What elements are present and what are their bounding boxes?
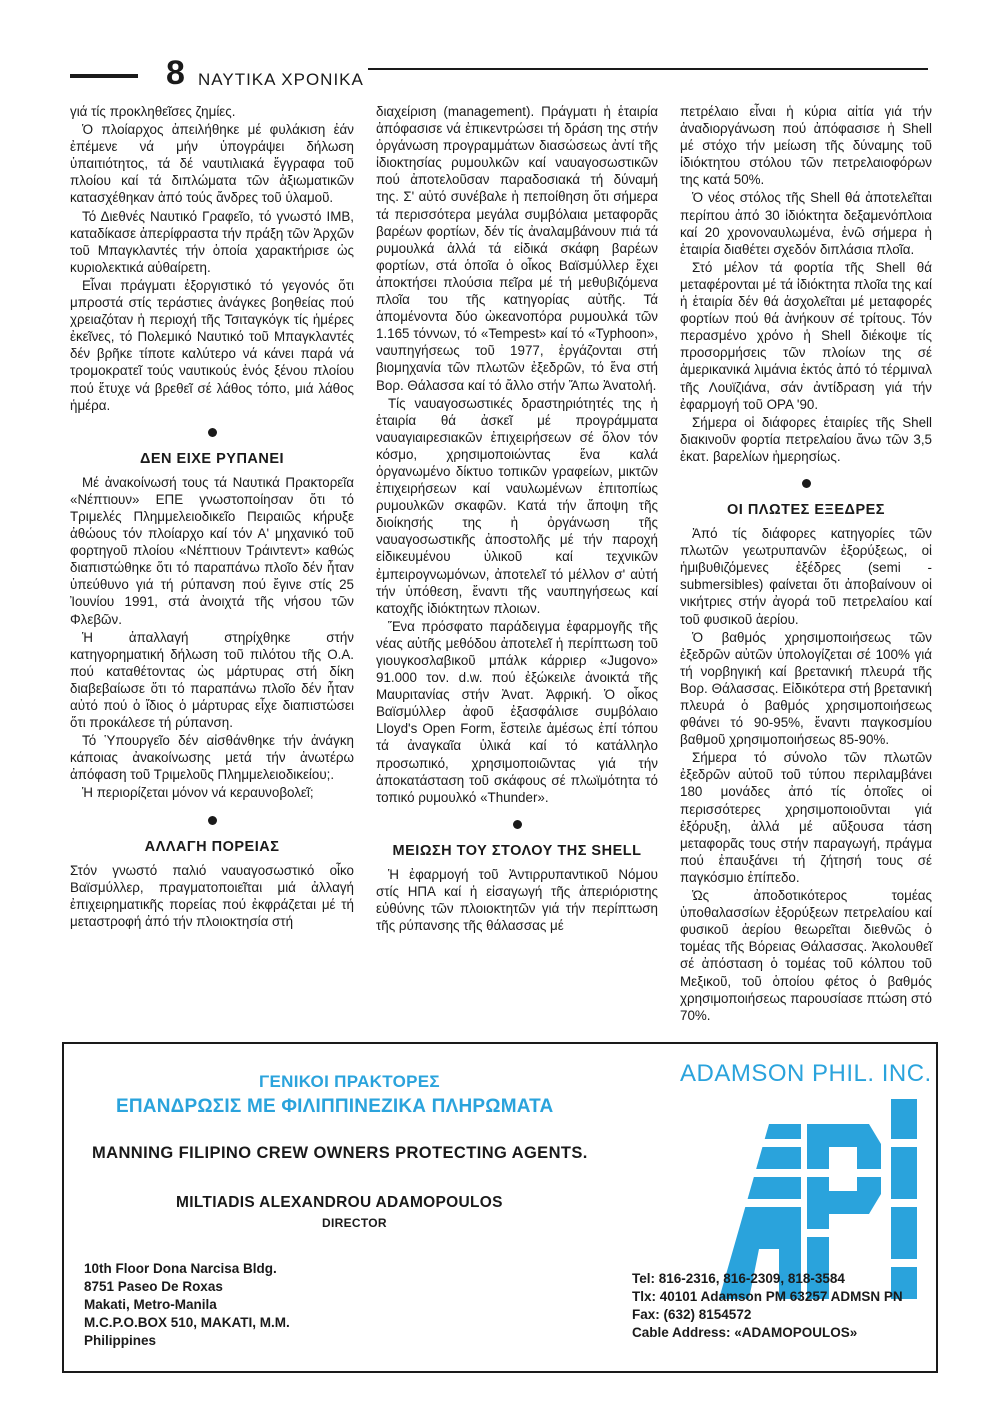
paragraph: Στόν γνωστό παλιό ναυαγοσωστικό οἶκο Βαϊσμύλλερ, πραγματοποιεῖται μιά ἀλλαγή ἐπιχειρηματικῆς πορείας πού ἐκφράζεται μέ τή μεταστροφή ἀπό τήν πλοιοκτησία στή [70, 862, 354, 929]
page-number: 8 [166, 54, 185, 92]
paragraph: πετρέλαιο εἶναι ἡ κύρια αἰτία γιά τήν ἀναδιοργάνωση πού ἀπόφασισε ἡ Shell μέ στόχο τήν μείωση τῆς δύναμης τοῦ ἰδιόκτητου στόλου τῶν πετρελαιοφόρων της κατά 50%. [680, 104, 932, 188]
section-bullet-icon [208, 816, 217, 825]
paragraph: Σήμερα τό σύνολο τῶν πλωτῶν ἐξεδρῶν αὐτοῦ τοῦ τύπου περιλαμβάνει 180 μονάδες ἀπό τίς ὁποῖες οἱ περισσότερες χρησιμοποιοῦνται γιά ἐξόρυξη, ἀλλά μέ αὔξουσα τάση μεταφορᾶς τους στήν παραγωγή, πράγμα πού ἐπαυξάνει τή ζήτησή τους σέ παγκόσμιο ἐπίπεδο. [680, 750, 932, 885]
ad-contact-line: Tel: 816-2316, 816-2309, 818-3584 [632, 1271, 845, 1286]
column-2 [376, 103, 658, 935]
paragraph: Ὁ νέος στόλος τῆς Shell θά ἀποτελεῖται περίπου ἀπό 30 ἰδιόκτητα δεξαμενόπλοια καί 20 χρονοναυλωμένα, ἐνῶ σήμερα ἡ ἑταιρία διαθέτει σχεδόν διπλάσια πλοῖα. [680, 190, 932, 257]
paragraph: γιά τίς προκληθεῖσες ζημίες. [70, 104, 236, 119]
ad-address-line: M.C.P.O.BOX 510, MAKATI, M.M. [84, 1315, 290, 1330]
section-bullet-icon [802, 479, 811, 488]
header-rule-right [368, 68, 928, 70]
ad-manning-english: MANNING FILIPINO CREW OWNERS PROTECTING AGENTS. [92, 1144, 588, 1162]
paragraph: Ἀπό τίς διάφορες κατηγορίες τῶν πλωτῶν γεωτρυπανῶν ἐξορύξεως, οἱ ἡμιβυθιζόμενες ἐξέδρες (semi - submersibles) φαίνεται ὅτι ἀποβαίνουν οἱ νικήτριες στήν ἀγορά τοῦ πετρελαίου καί τοῦ φυσικοῦ ἀερίου. [680, 526, 932, 627]
ad-contact-line: Fax: (632) 8154572 [632, 1307, 752, 1322]
ad-contact-line: Tlx: 40101 Adamson PM 63257 ADMSN PN [632, 1289, 903, 1304]
section-heading: ΜΕΙΩΣΗ ΤΟΥ ΣΤΟΛΟΥ ΤΗΣ SHELL [392, 842, 642, 859]
ad-address-line: 8751 Paseo De Roxas [84, 1279, 223, 1294]
section-heading: ΑΛΛΑΓΗ ΠΟΡΕΙΑΣ [144, 838, 280, 855]
paragraph: Μέ ἀνακοίνωσή τους τά Ναυτικά Πρακτορεῖα «Νέπτιουν» ΕΠΕ γνωστοποίησαν ὅτι τό Τριμελές Πλημμελειοδικεῖο Πειραιῶς κήρυξε ἀθώους τόν πλοίαρχο καί τόν Α' μηχανικό τοῦ φορτηγοῦ πλοίου «Νέπτιουν Τράιντεντ» καθώς διαπιστώθηκε ὅτι τό παραπάνω πλοῖο δέν ἦταν ὑπεύθυνο γιά τή ρύπανση πού ἔγινε στίς 25 Ἰουνίου 1991, στά ἀνοιχτά τῆς νήσου τῶν Φλεβῶν. [70, 474, 354, 627]
ad-address-line: 10th Floor Dona Narcisa Bldg. [84, 1261, 277, 1276]
section-bullet-icon [208, 428, 217, 437]
column-3 [680, 103, 932, 1025]
paragraph: Ἡ ἀπαλλαγή στηρίχθηκε στήν κατηγορηματική δήλωση τοῦ πιλότου τῆς Ο.Α. πού καταθέτοντας ὡς μάρτυρας στή δίκη διαβεβαίωσε ὅτι τό παραπάνω πλοῖο δέν ἦταν αὐτό πού ὁ ἴδιος ὁ μάρτυρας εἶχε διαπιστώσει ὅτι προκάλεσε τή ρύπανση. [70, 629, 354, 731]
ad-director-title: DIRECTOR [322, 1216, 387, 1230]
ad-company-name: ADAMSON PHIL. INC. [680, 1060, 932, 1087]
paragraph: Στό μέλον τά φορτία τῆς Shell θά μεταφέρονται μέ τά ἰδιόκτητα πλοῖα της καί ἡ ἑταιρία δέν θά ἀσχολεῖται μέ μεταφορές φορτίων πού θά ἀνήκουν σέ τρίτους. Τόν περασμένο χρόνο ἡ Shell διέκοψε τίς προσορμήσεις τῶν πλοίων της σέ ἀμερικανικά λιμάνια ἐκτός ἀπό τό τέρμιναλ τῆς Λουϊζιάνα, σάν ἀντίδραση γιά τήν ἐφαρμογή τοῦ OPA '90. [680, 259, 932, 412]
paragraph: Σήμερα οἱ διάφορες ἑταιρίες τῆς Shell διακινοῦν φορτία πετρελαίου ἄνω τῶν 3,5 ἑκατ. βαρελίων ἡμερησίως. [680, 414, 932, 464]
ad-general-agents: ΓΕΝΙΚΟΙ ΠΡΑΚΤΟΡΕΣ [259, 1072, 440, 1091]
paragraph: Ὁ πλοίαρχος ἀπειλήθηκε μέ φυλάκιση ἐάν ἐπέμενε νά μήν ὑπογράψει δήλωση ὑπαιτιότητος, τά δέ ναυτιλιακά ἔγγραφα τοῦ πλοίου καί τά διπλώματα τῶν ἀξιωματικῶν κατασχέθηκαν ἀπό τούς ἄνδρες τοῦ ὑλαμοῦ. [70, 122, 354, 206]
ad-address [84, 1260, 290, 1350]
paragraph: Τό Διεθνές Ναυτικό Γραφεῖο, τό γνωστό IMB, καταδίκασε ἀπερίφραστα τήν πράξη τῶν Ἀρχῶν τοῦ Μπαγκλαντές τήν ὁποία χαρακτήρισε ὡς κυριολεκτικά αὐθαίρετη. [70, 208, 354, 275]
ad-address-line: Makati, Metro-Manila [84, 1297, 217, 1312]
paragraph: Ἕνα πρόσφατο παράδειγμα ἐφαρμογῆς τῆς νέας αὐτῆς μεθόδου ἀποτελεῖ ἡ περίπτωση τοῦ γιουγκοσλαβικοῦ μπάλκ κάρριερ «Jugovo» 91.000 τον. d.w. πού ἐξώκειλε ἀνοικτά τῆς Μαυριτανίας στήν Ἀνατ. Ἀφρική. Ὁ οἶκος Βαϊσμύλλερ ἀφοῦ ἐξασφάλισε συμβόλαιο Lloyd's Open Form, ἔστειλε ἀμέσως ἐπί τόπου τά ἀναγκαῖα ὑλικά καί τό κατάλληλο προσωπικό, χρησιμοποιῶντας γιά τήν ἀποκατάσταση τοῦ σκάφους σέ πλωϊμότητα τό τοπικό ρυμουλκό «Thunder». [376, 618, 658, 805]
ad-address-line: Philippines [84, 1333, 157, 1348]
paragraph: διαχείριση (management). Πράγματι ἡ ἑταιρία ἀπόφασισε νά ἐπικεντρώσει τή δράση της στήν ὀργάνωση προγραμμάτων διασώσεως ἀντί τῆς ἰδιοκτησίας ρυμουλκῶν καί ναυαγοσωστικῶν πού ἀποτελοῦσαν παραδοσιακά τή δύναμή της. Σ' αὐτό συνέβαλε ἡ πεποίθηση ὅτι σήμερα τά περισσότερα μεγάλα συμβόλαια μεταφορᾶς βαρέων φορτίων, δέν τίς ἀναλαμβάνουν πιά τά ρυμουλκά ἀλλά τά εἰδικά σκάφη βαρέων φορτίων, στά ὁποῖα ὁ οἶκος Βαϊσμύλλερ ἔχει ἀποκτήσει πλούσια πεῖρα μέ τή μεθυβιζόμενα πλοῖα του τῆς κατηγορίας αὐτῆς. Τά ἀπομένοντα δύο ὠκεανοπόρα ρυμουλκά τῶν 1.165 τόννων, τό «Tempest» καί τό «Typhoon», ναυπηγήσεως τοῦ 1977, ἐργάζονται στή βιομηχανία τῶν πλωτῶν ἐξεδρῶν, τό ἕνα στή Βορ. Θάλασσα καί τό ἄλλο στήν Ἄπω Ἀνατολή. [376, 104, 658, 393]
paragraph: Ἡ ἐφαρμογή τοῦ Ἀντιρρυπαντικοῦ Νόμου στίς ΗΠΑ καί ἡ εἰσαγωγή τῆς ἀπεριόριστης εὐθύνης τῶν πλοιοκτητῶν γιά τήν περίπτωση τῆς ρύπανσης τῆς θάλασσας μέ [376, 866, 658, 934]
ad-manning-greek: ΕΠΑΝΔΡΩΣΙΣ ΜΕ ΦΙΛΙΠΠΙΝΕΖΙΚΑ ΠΛΗΡΩΜΑΤΑ [116, 1096, 554, 1117]
ad-contact-line: Cable Address: «ADAMOPOULOS» [632, 1325, 858, 1340]
paragraph: Τίς ναυαγοσωστικές δραστηριότητές της ἡ ἑταιρία θά ἀσκεῖ μέ προγράμματα ναυαγιαιρεσιακῶν ἐπιχειρήσεων σέ ὅλον τόν κόσμο, χρησιμοποιώντας ἕνα καλά ὀργανωμένο δίκτυο τοπικῶν γραφείων, μικτῶν ἐπιχειρήσεων καί ναυλωμένων ἐπιτοπίως ρυμουλκῶν σκαφῶν. Κατά τήν ἄποψη τῆς διοίκησής της ἡ ὀργάνωση τῆς ναυαγοσωστικῆς ἀποστολῆς μέ τήν παροχή εἰδικευμένου ὑλικοῦ καί τεχνικῶν ἐμπειρογνωμόνων, ἀποτελεῖ τό μέλλον σ' αὐτή τήν ὑπόθεση, ἔναντι τῆς ναυπηγήσεως καί κατοχῆς ἰδιόκτητων πλοιων. [376, 395, 658, 616]
paragraph: Τό Ὑπουργεῖο δέν αἰσθάνθηκε τήν ἀνάγκη κάποιας ἀνακοίνωσης μετά τήν ἀνωτέρω ἀπόφαση τοῦ Τριμελοῦς Πλημμελειοδικείου;. [70, 733, 354, 783]
advertisement-box [62, 1042, 938, 1373]
paragraph: Ἡ περιορίζεται μόνον νά κεραυνοβολεῖ; [82, 785, 314, 801]
paragraph: Ὡς ἀποδοτικότερος τομέας ὑποθαλασσίων ἐξορύξεων πετρελαίου καί φυσικοῦ ἀερίου θεωρεῖται διεθνῶς ὁ τομέας τῆς Βόρειας Θάλασσας. Ἀκολουθεῖ σέ ἀπόσταση ὁ τομέας τοῦ κόλπου τοῦ Μεξικοῦ, τοῦ ὁποίου φέτος ὁ βαθμός χρησιμοποιήσεως παρουσίασε πτώση στό 70%. [680, 888, 932, 1023]
paragraph: Εἶναι πράγματι ἐξοργιστικό τό γεγονός ὅτι μπροστά στίς τεράστιες ἀνάγκες βοηθείας πού χρειαζόταν ἡ περιοχή τῆς Τσιταγκόγκ τίς ἡμέρες ἐκεῖνες, τό Πολεμικό Ναυτικό τοῦ Μπαγκλαντές δέν βρῆκε τίποτε καλύτερο νά κάνει παρά νά τρομοκρατεῖ τούς ναυτικούς ἑνός ξένου πλοίου πού ἔτυχε νά βρεθεῖ σέ λάθος τόπο, μιά λάθος ἡμέρα. [70, 277, 354, 413]
ad-contact [632, 1270, 903, 1342]
section-bullet-icon [513, 820, 522, 829]
paragraph: Ὁ βαθμός χρησιμοποιήσεως τῶν ἐξεδρῶν αὐτῶν ὑπολογίζεται σέ 100% γιά τή νορβηγική καί βρετανική πλευρά τῆς Βορ. Θάλασσας. Εἰδικότερα στή βρετανική πλευρά ὁ βαθμός χρησιμοποιήσεως φθάνει τό 90-95%, ἔναντι παγκοσμίου βαθμοῦ χρησιμοποιήσεως 85-90%. [680, 629, 932, 748]
header-rule-left [70, 74, 138, 78]
column-1 [70, 103, 354, 931]
publication-name: ΝΑΥΤΙΚΑ ΧΡΟΝΙΚΑ [198, 70, 364, 89]
ad-director-name: MILTIADIS ALEXANDROU ADAMOPOULOS [176, 1194, 503, 1211]
section-heading: ΔΕΝ ΕΙΧΕ ΡΥΠΑΝΕΙ [139, 450, 285, 467]
section-heading: ΟΙ ΠΛΩΤΕΣ ΕΞΕΔΡΕΣ [726, 501, 885, 518]
